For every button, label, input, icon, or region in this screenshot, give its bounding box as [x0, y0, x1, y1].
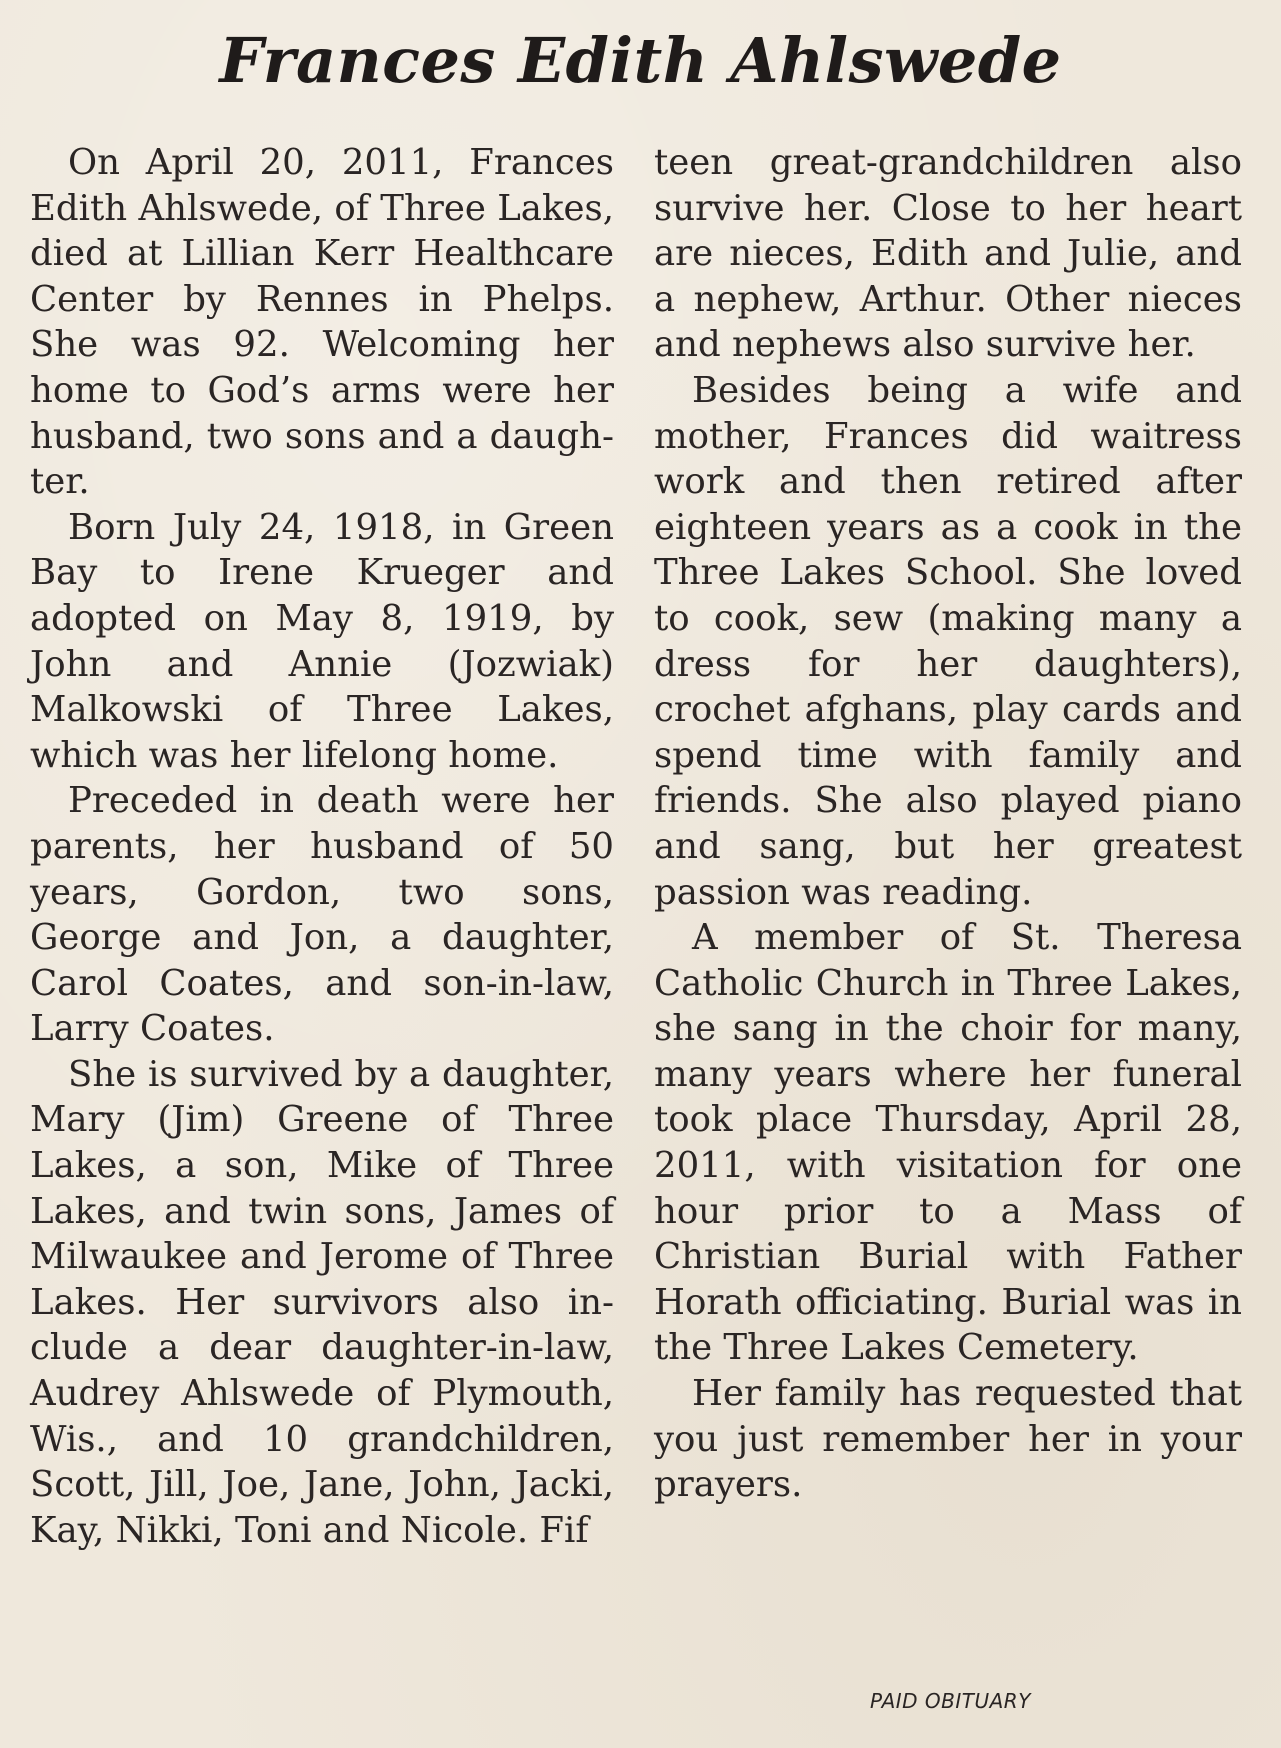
paragraph-church-funeral: A member of St. Theresa Catholic Church in Three Lakes, she sang in the choir for many, many years where her funeral took place Thursday, April 28, 2011, with visitation for one hour prior to a Mass of Christian Burial with Father Horath officiating. Burial was in the Three Lakes Cemetery. — [654, 917, 1242, 1369]
obituary-title: Frances Edith Ahlswede — [219, 24, 1062, 97]
paragraph-family-request: Her family has requested that you just remember her in your prayers. — [654, 1373, 1242, 1506]
paragraph-birth: Born July 24, 1918, in Green Bay to Irene Krueger and adopted on May 8, 1919, by John and Annie (Jozwiak) Malkowski of Three Lakes, which was her lifelong home. — [30, 506, 614, 776]
paragraph-preceded-in-death: Preceded in death were her parents, her husband of 50 years, Gordon, two sons, George and Jon, a daughter, Carol Coates, and son-in-law, Larry Coates. — [30, 780, 614, 1050]
paragraph-life-work: Besides being a wife and mother, Frances did waitress work and then retired after eighteen years as a cook in the Three Lakes School. She loved to cook, sew (making many a dress for her daughters), crochet afghans, play cards and spend time with family and friends. She also played piano and sang, but her greatest passion was reading. — [654, 369, 1242, 913]
paragraph-death-notice: On April 20, 2011, Frances Edith Ahlswede, of Three Lakes, died at Lillian Kerr Healthcare Center by Rennes in Phelps. She was 92. Welcoming her home to God’s arms were her husband, two sons and a daughter. — [30, 142, 614, 503]
right-column — [654, 140, 1242, 1508]
left-column — [30, 140, 614, 1553]
paid-obituary-label: PAID OBITUARY — [870, 1689, 1031, 1713]
paragraph-survivors-continued: teen great-grandchildren also survive her. Close to her heart are nieces, Edith and Julie, and a nephew, Arthur. Other nieces and nephews also survive her. — [654, 142, 1242, 366]
paragraph-survivors: She is survived by a daughter, Mary (Jim) Greene of Three Lakes, a son, Mike of Three Lakes, and twin sons, James of Milwaukee and Jerome of Three Lakes. Her survivors also include a dear daughter-in-law, Audrey Ahlswede of Plymouth, Wis., and 10 grandchildren, Scott, Jill, Joe, Jane, John, Jacki, Kay, Nikki, Toni and Nicole. Fif — [30, 1053, 614, 1551]
